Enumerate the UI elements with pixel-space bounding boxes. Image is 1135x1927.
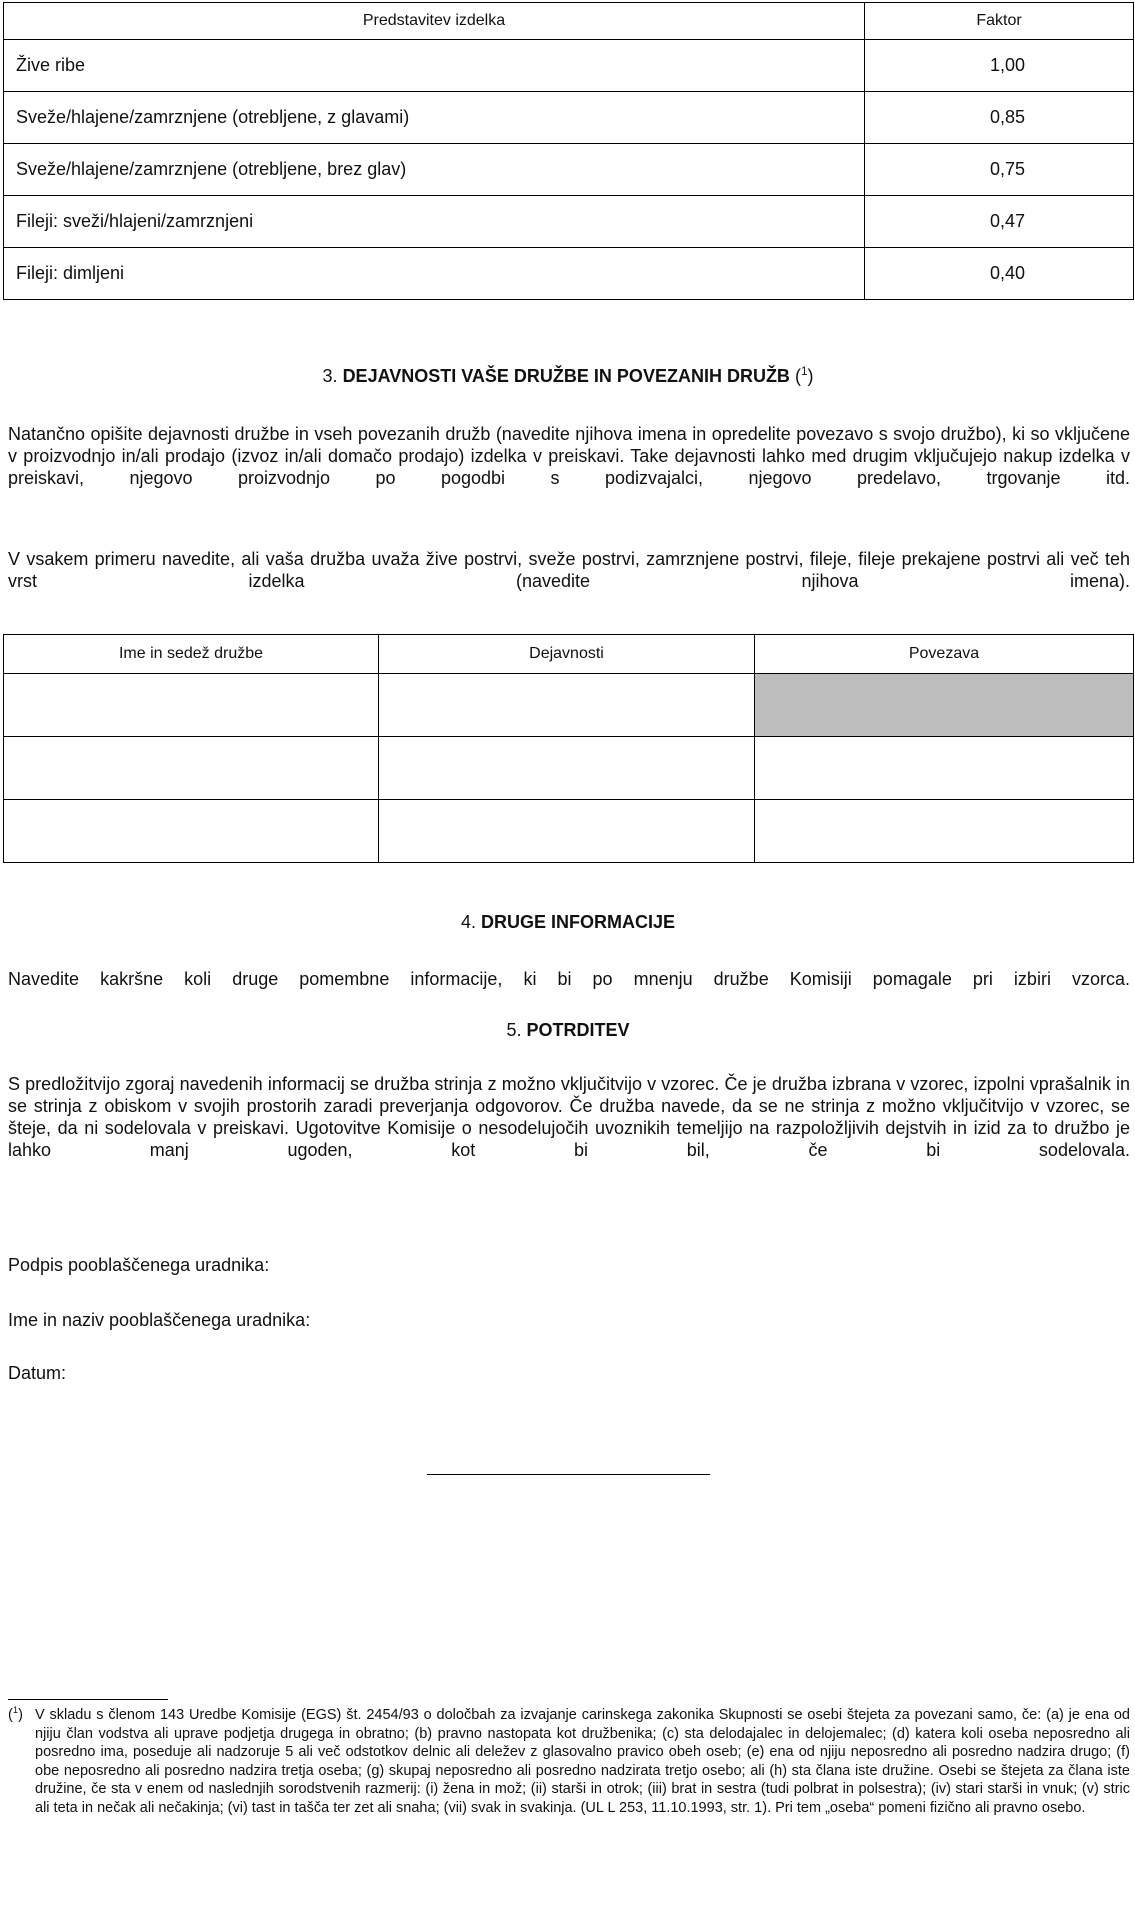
section-3-paragraph-2: V vsakem primeru navedite, ali vaša družba uvaža žive postrvi, sveže postrvi, zamrznjene postrvi, fileje, fileje prekajene postrvi ali več teh vrst izdelka (navedite njihova imena). (8, 549, 1130, 591)
header-company: Ime in sedež družbe (4, 635, 379, 674)
product-name: Fileji: sveži/hlajeni/zamrznjeni (4, 196, 865, 248)
relation-cell[interactable] (755, 800, 1134, 863)
table-row (4, 800, 1134, 863)
section-5-title: POTRDITEV (526, 1020, 630, 1040)
section-3-title: DEJAVNOSTI VAŠE DRUŽBE IN POVEZANIH DRUŽB (342, 366, 790, 386)
section-5-paragraph: S predložitvijo zgoraj navedenih informacij se družba strinja z možno vključitvijo v vzorec. Če je družba izbrana v vzorec, izpolni vprašalnik in se strinja z obiskom v svojih prostorih zaradi preverjanja odgovorov. Če družba navede, da se ne strinja z možno vključitvijo v vzorec, se šteje, da ni sodelovala v preiskavi. Ugotovitve Komisije o nesodelujočih uvoznikih temeljijo na razpoložljivih dejstvih in izid za to družbo je lahko manj ugoden, kot bi bil, če bi sodelovala. (8, 1074, 1130, 1160)
footnote-marker-num: 1 (12, 1704, 19, 1716)
company-cell[interactable] (4, 674, 379, 737)
product-name: Fileji: dimljeni (4, 248, 865, 300)
header-relation: Povezava (755, 635, 1134, 674)
section-3-heading: 3. DEJAVNOSTI VAŠE DRUŽBE IN POVEZANIH DRUŽB ($^1$) (322, 365, 814, 386)
section-4-heading (3, 912, 1133, 933)
company-cell[interactable] (4, 800, 379, 863)
section-4-paragraph: Navedite kakršne koli druge pomembne informacije, ki bi po mnenju družbe Komisiji pomagale pri izbiri vzorca. (8, 969, 1130, 989)
relation-cell[interactable] (755, 737, 1134, 800)
table-row (4, 674, 1134, 737)
section-5-number: 5. (506, 1020, 522, 1040)
footnote (8, 1706, 1130, 1817)
divider-rule (427, 1474, 710, 1475)
officer-name-label: Ime in naziv pooblaščenega uradnika: (8, 1310, 311, 1330)
product-name: Žive ribe (4, 40, 865, 92)
product-name: Sveže/hlajene/zamrznjene (otrebljene, z glavami) (4, 92, 865, 144)
company-cell[interactable] (4, 737, 379, 800)
activities-cell[interactable] (379, 737, 755, 800)
footnote-text: V skladu s členom 143 Uredbe Komisije (EGS) št. 2454/93 o določbah za izvajanje carinskega zakonika Skupnosti se osebi štejeta za povezani samo, če: (a) je ena od njiju član vodstva ali uprave podjetja drugega in obratno; (b) pravno nastopata kot družbenika; (c) sta delodajalec in delojemalec; (d) katera koli oseba neposredno ali posredno ima, poseduje ali nadzoruje 5 ali več odstotkov delnic ali deležev z glasovalno pravico obeh oseb; (e) ena od njiju neposredno ali posredno nadzira drugo; (f) obe neposredno ali posredno nadzira tretja oseba; (g) skupaj neposredno ali posredno nadzirata tretjo osebo; ali (h) sta člana iste družine. Osebi se štejeta za člana iste družine, če sta v enem od naslednjih sorodstvenih razmerij: (i) žena in mož; (ii) starši in otrok; (iii) brat in sestra (tudi polbrat in polsestra); (iv) stari starši in vnuk; (v) stric ali teta in nečak ali nečakinja; (vi) tast in tašča ter zet ali snaha; (vii) svak in svakinja. (UL L 253, 11.10.1993, str. 1). Pri tem „oseba“ pomeni fizično ali pravno osebo. (35, 1707, 1130, 1816)
company-table (3, 634, 1134, 863)
table-row (4, 92, 1134, 144)
section-3-number: 3. (322, 366, 338, 386)
section-3-paragraph-1: Natančno opišite dejavnosti družbe in vseh povezanih družb (navedite njihova imena in opredelite povezavo s svojo družbo), ki so vključene v proizvodnjo in/ali prodajo (izvoz in/ali domačo prodajo) izdelka v preiskavi. Take dejavnosti lahko med drugim vključujejo nakup izdelka v preiskavi, njegovo proizvodnjo po pogodbi s podizvajalci, njegovo predelavo, trgovanje itd. (8, 424, 1130, 488)
product-factor: 0,40 (865, 248, 1134, 300)
header-presentation: Predstavitev izdelka (4, 3, 865, 40)
table-row (4, 144, 1134, 196)
product-factor: 0,75 (865, 144, 1134, 196)
header-factor: Faktor (865, 3, 1134, 40)
footnote-marker: ($^1$) (8, 1704, 23, 1723)
activities-cell[interactable] (379, 674, 755, 737)
signature-label: Podpis pooblaščenega uradnika: (8, 1255, 270, 1275)
section-4-number: 4. (460, 912, 476, 932)
section-4-title: DRUGE INFORMACIJE (481, 912, 676, 932)
footnote-ref: 1 (800, 365, 808, 378)
table-header-row (4, 635, 1134, 674)
product-factor: 1,00 (865, 40, 1134, 92)
table-row (4, 196, 1134, 248)
product-factor-table (3, 2, 1134, 300)
product-name: Sveže/hlajene/zamrznjene (otrebljene, brez glav) (4, 144, 865, 196)
product-factor: 0,47 (865, 196, 1134, 248)
table-row (4, 40, 1134, 92)
table-row (4, 248, 1134, 300)
activities-cell[interactable] (379, 800, 755, 863)
section-5-heading (3, 1020, 1133, 1041)
table-header-row (4, 3, 1134, 40)
table-row (4, 737, 1134, 800)
product-factor: 0,85 (865, 92, 1134, 144)
footnote-separator (8, 1699, 168, 1700)
date-label: Datum: (8, 1363, 67, 1383)
header-activities: Dejavnosti (379, 635, 755, 674)
relation-cell-shaded (755, 674, 1134, 737)
